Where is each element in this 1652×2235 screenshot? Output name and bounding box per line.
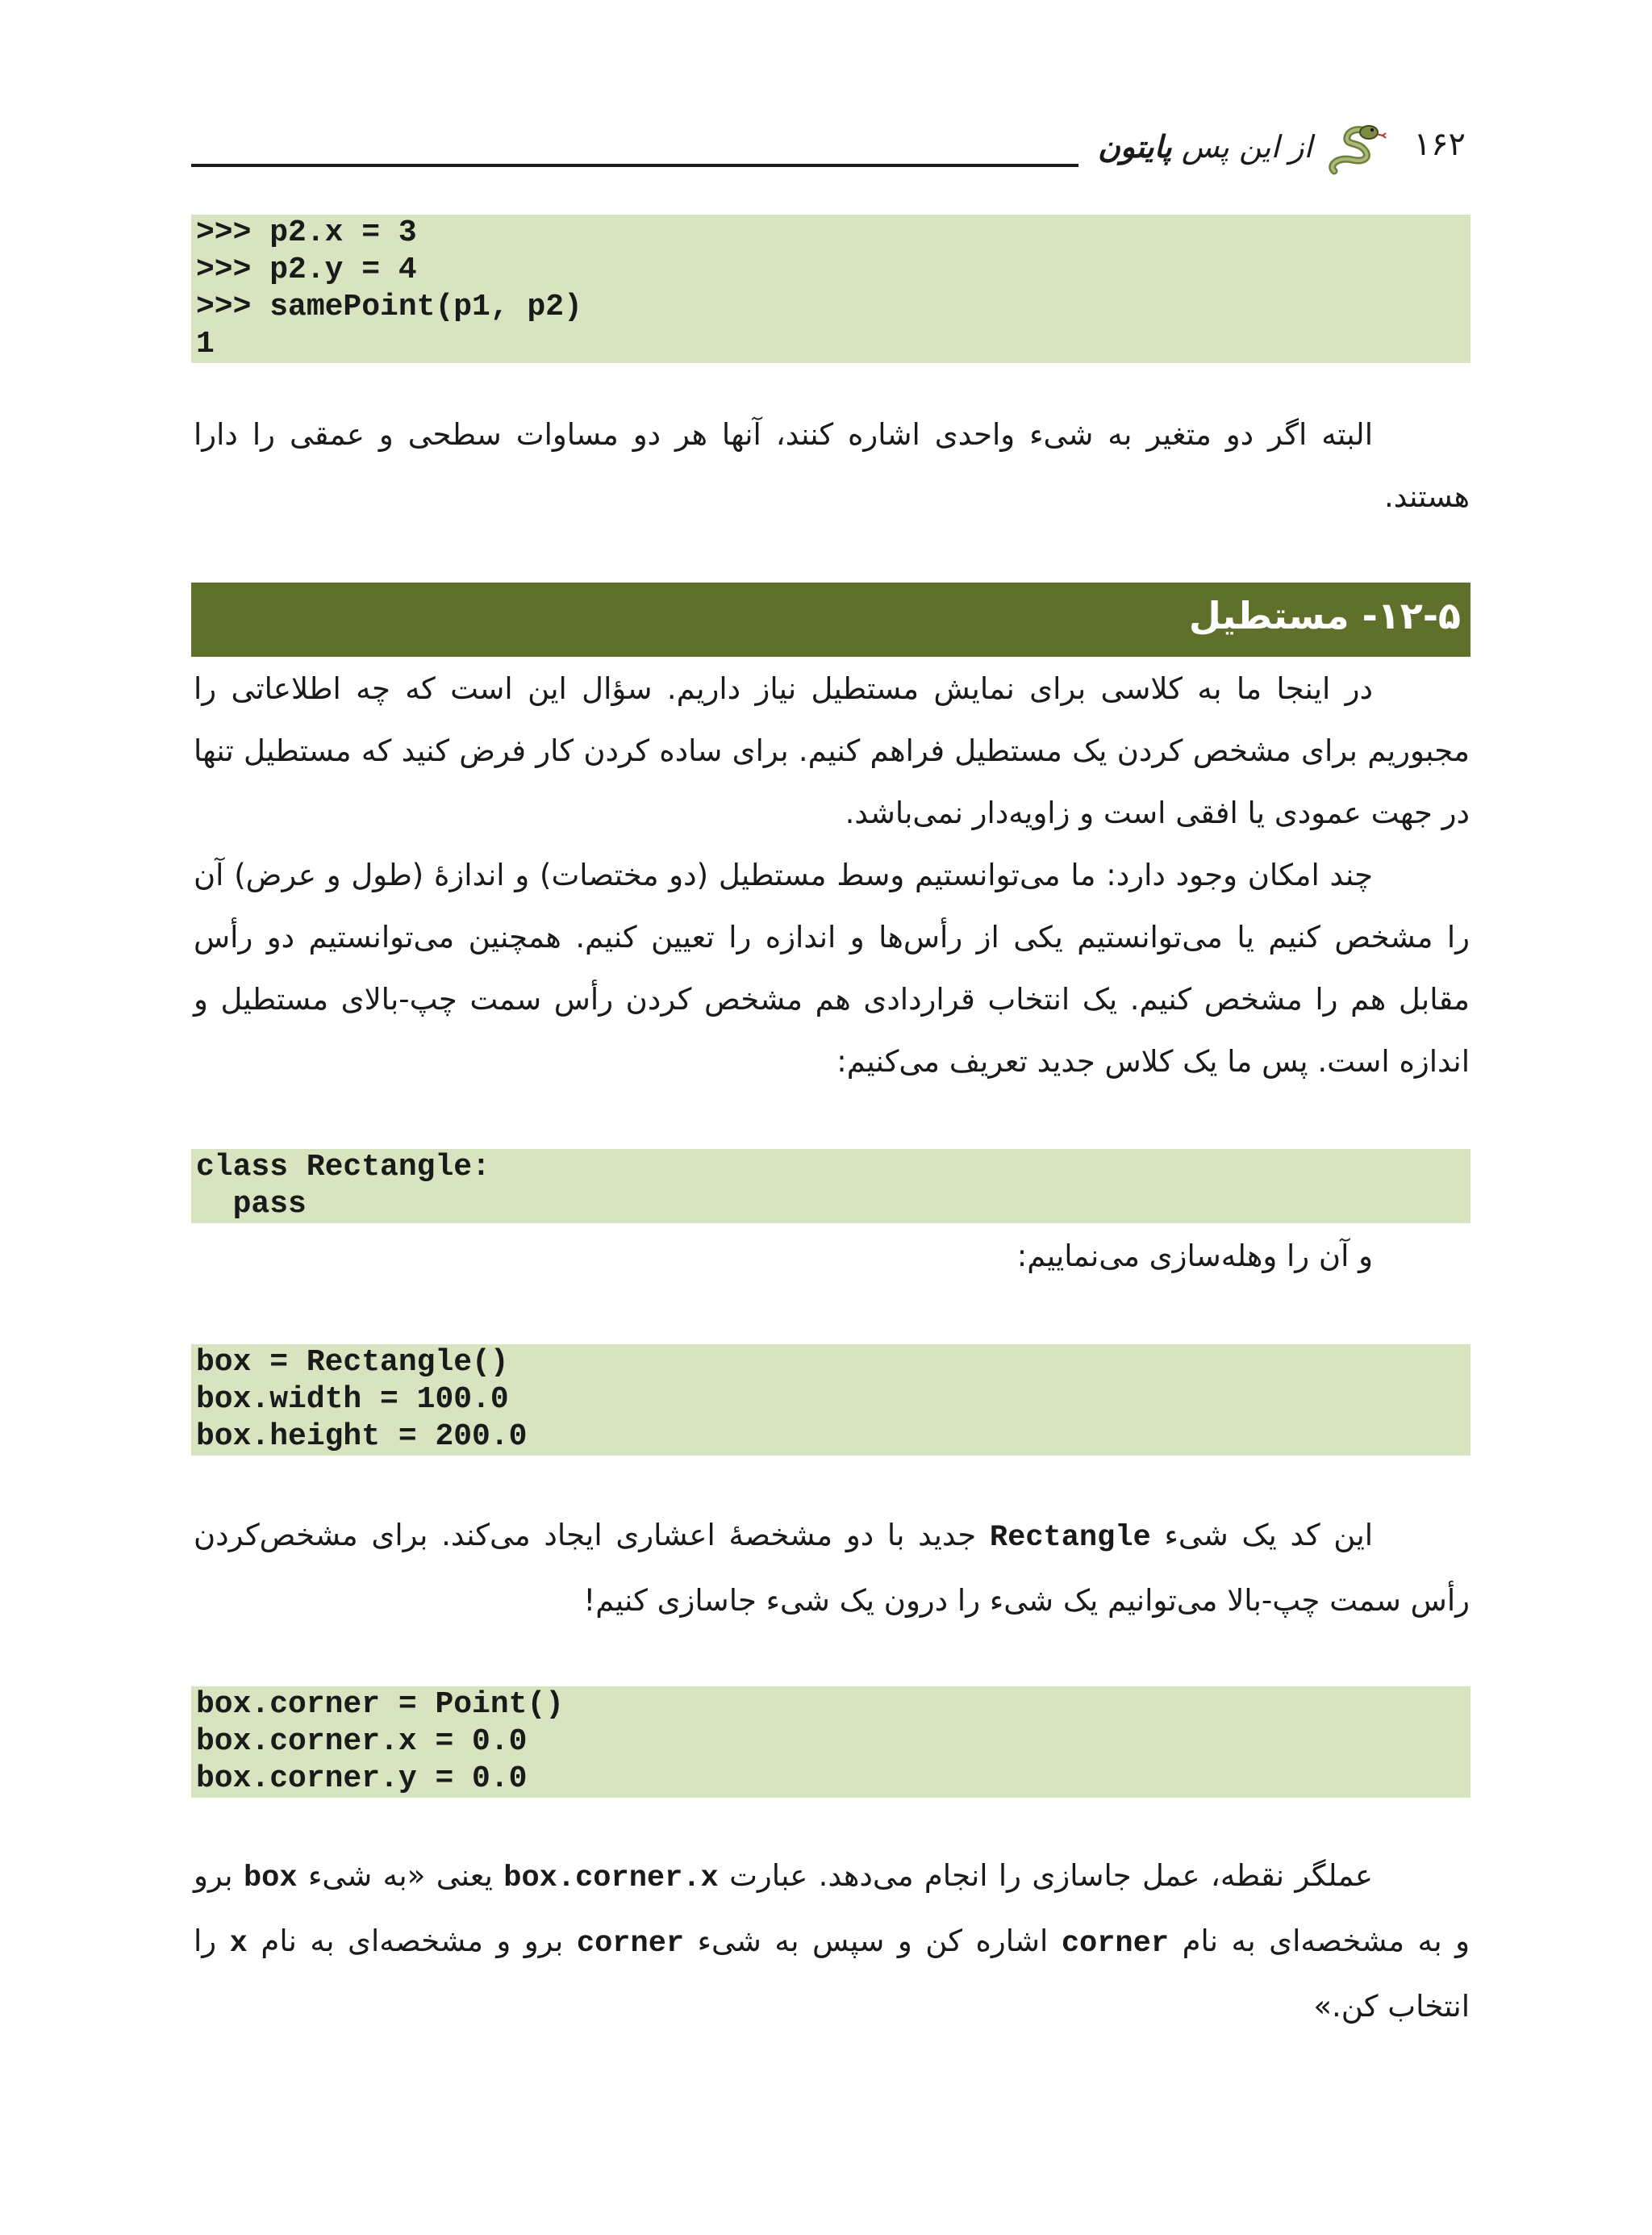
header-rule (191, 164, 1078, 167)
paragraph-text: برو و مشخصه‌ای به نام (261, 1924, 564, 1958)
code-line: pass (196, 1187, 307, 1222)
book-title-prefix: از این پس (1181, 129, 1312, 165)
code-line: box.width = 100.0 (196, 1382, 509, 1417)
paragraph-text: برو و به مشخصه‌ای به نام (194, 1858, 1471, 1958)
inline-code: Rectangle (989, 1521, 1151, 1555)
code-line: >>> samePoint(p1, p2) (196, 290, 582, 324)
code-line: box.corner.y = 0.0 (196, 1761, 528, 1796)
paragraph-1 (194, 403, 1470, 528)
book-title-name: پایتون (1098, 129, 1172, 165)
section-heading-bar (191, 583, 1471, 657)
paragraph-text: البته اگر دو متغیر به شیء واحدی اشاره کنند، آنها هر دو مساوات سطحی و عمقی را دارا هستند. (194, 417, 1470, 514)
code-line: box.corner = Point() (196, 1687, 565, 1722)
inline-code: corner (576, 1927, 685, 1961)
inline-code: corner (1061, 1927, 1170, 1961)
paragraph-6 (194, 1844, 1470, 2037)
inline-code: box (243, 1861, 298, 1895)
paragraph-2 (194, 658, 1470, 844)
code-line: box = Rectangle() (196, 1345, 509, 1380)
code-line: >>> p2.x = 3 (196, 215, 417, 250)
snake-icon (1325, 121, 1389, 179)
paragraph-text: جدید با دو مشخصهٔ اعشاری ایجاد می‌کند. برای مشخص‌کردن رأس سمت چپ-بالا می‌توانیم یک شیء را درون یک شیء جاسازی کنیم! (194, 1518, 1470, 1618)
code-line: 1 (196, 327, 215, 361)
code-block-2 (191, 1149, 1471, 1223)
code-line: box.corner.x = 0.0 (196, 1724, 528, 1759)
inline-code: x (229, 1927, 248, 1961)
paragraph-text: چند امکان وجود دارد: ما می‌توانستیم وسط مستطیل (دو مختصات) و اندازهٔ (طول و عرض) آن را مشخص کنیم یا می‌توانستیم یکی از رأس‌ها و اندازه را تعیین کنیم. همچنین می‌توانستیم دو رأس مقابل هم را مشخص کنیم. یک انتخاب قراردادی هم مشخص کردن رأس سمت چپ-بالای مستطیل و اندازه است. پس ما یک کلاس جدید تعریف می‌کنیم: (194, 858, 1470, 1079)
page-header (191, 121, 1466, 178)
paragraph-text: یعنی «به شیء (307, 1858, 493, 1893)
paragraph-text: اشاره کن و سپس به شیء (697, 1924, 1049, 1958)
code-line: class Rectangle: (196, 1150, 490, 1184)
paragraph-3 (194, 844, 1470, 1092)
paragraph-text: این کد یک شیء (1164, 1518, 1374, 1552)
code-block-3 (191, 1344, 1471, 1456)
code-line: box.height = 200.0 (196, 1419, 528, 1454)
code-block-1 (191, 215, 1471, 363)
code-line: >>> p2.y = 4 (196, 253, 417, 287)
paragraph-5 (194, 1504, 1470, 1631)
book-title (1098, 129, 1312, 165)
inline-code: box.corner.x (503, 1861, 719, 1895)
paragraph-text: در اینجا ما به کلاسی برای نمایش مستطیل نیاز داریم. سؤال این است که چه اطلاعاتی را مجبوریم برای مشخص کردن یک مستطیل فراهم کنیم. برای ساده کردن کار فرض کنید که مستطیل تنها در جهت عمودی یا افقی است و زاویه‌دار نمی‌باشد. (194, 671, 1470, 830)
paragraph-text: را انتخاب کن.» (194, 1924, 1470, 2024)
section-title: ۱۲-۵- مستطیل (1188, 594, 1461, 637)
code-block-4 (191, 1686, 1471, 1798)
page-number: ۱۶۲ (1413, 126, 1466, 163)
paragraph-text: و آن را وهله‌سازی می‌نماییم: (1016, 1239, 1373, 1273)
paragraph-4 (194, 1225, 1470, 1287)
paragraph-text: عملگر نقطه، عمل جاسازی را انجام می‌دهد. عبارت (729, 1858, 1373, 1893)
